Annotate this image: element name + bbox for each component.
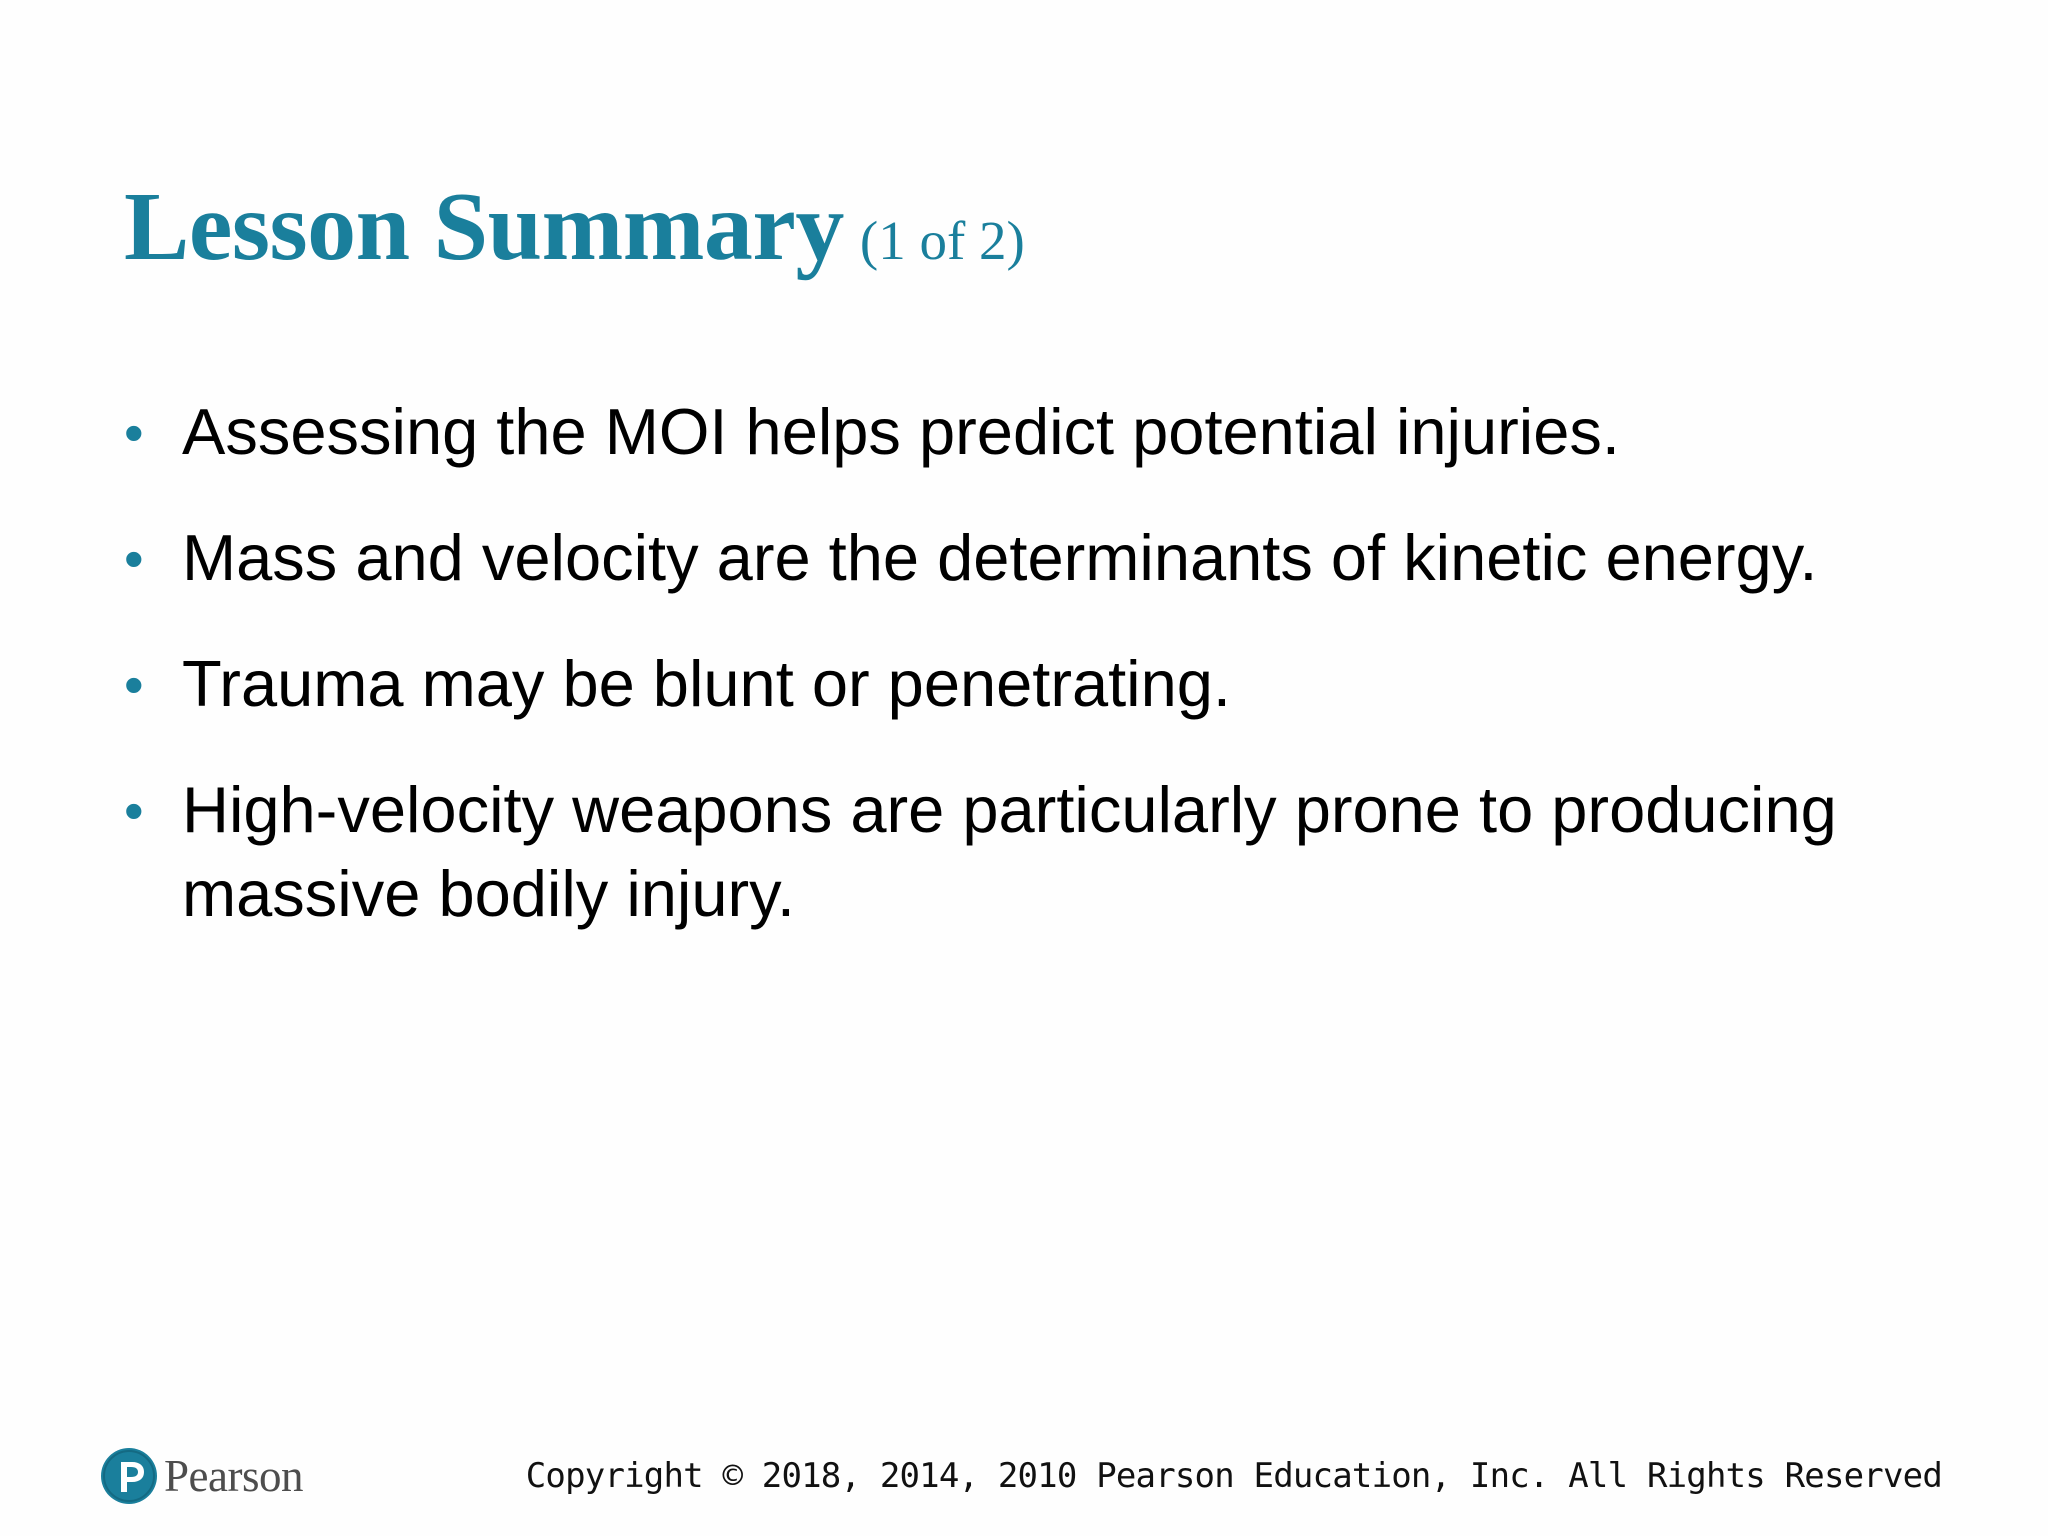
bullet-marker: • <box>124 653 144 716</box>
bullet-marker: • <box>124 401 144 464</box>
pearson-logo <box>100 1447 303 1505</box>
bullet-marker: • <box>124 779 144 842</box>
bullet-text: Assessing the MOI helps predict potential injuries. <box>182 395 1620 468</box>
bullet-item <box>124 642 1984 728</box>
bullet-marker: • <box>124 527 144 590</box>
bullet-list <box>124 390 1984 976</box>
bullet-text: High-velocity weapons are particularly prone to producing massive bodily injury. <box>182 773 1837 930</box>
slide-title <box>124 173 1025 281</box>
title-main: Lesson Summary <box>124 173 844 281</box>
bullet-item <box>124 390 1984 476</box>
bullet-text: Trauma may be blunt or penetrating. <box>182 647 1231 720</box>
pearson-wordmark: Pearson <box>164 1451 303 1501</box>
copyright-notice: Copyright © 2018, 2014, 2010 Pearson Education, Inc. All Rights Reserved <box>525 1456 1942 1496</box>
pearson-logo-icon <box>100 1447 158 1505</box>
bullet-text: Mass and velocity are the determinants of kinetic energy. <box>182 521 1818 594</box>
bullet-item <box>124 768 1984 936</box>
title-page-indicator: (1 of 2) <box>859 210 1025 271</box>
bullet-item <box>124 516 1984 602</box>
